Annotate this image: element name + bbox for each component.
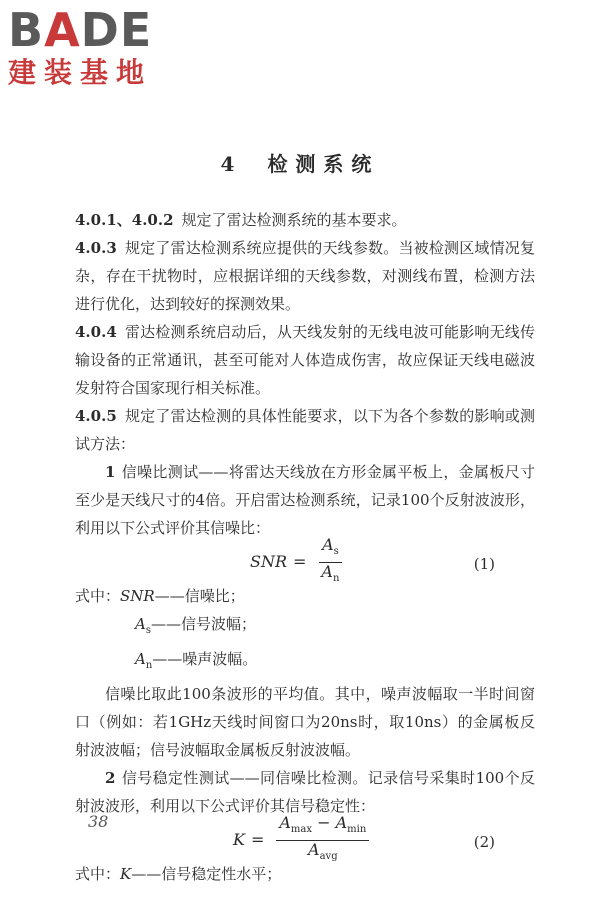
clause-4-0-3: 4.0.3 规定了雷达检测系统应提供的天线参数。当被检测区域情况复杂，存在干扰物时，应根据详细的天线参数，对测线布置，检测方法进行优化，达到较好的探测效果。 [75, 239, 535, 313]
clause-4-0-5: 4.0.5 规定了雷达检测的具体性能要求，以下为各个参数的影响或测试方法： [75, 407, 535, 453]
page-number: 38 [88, 812, 109, 831]
chapter-name: 检测系统 [267, 152, 380, 176]
stability-fraction: $\frac{A_{max} - A_{min}}{A_{avg}}$ [276, 814, 369, 865]
clause-4-0-4: 4.0.4 雷达检测系统启动后，从天线发射的无线电波可能影响无线传输设备的正常通讯，甚至可能对人体造成伤害，故应保证天线电磁波发射符合国家现行相关标准。 [75, 323, 535, 397]
formula-2-definitions: 式中：K——信号稳定性水平； [75, 865, 282, 883]
page-body [75, 206, 535, 888]
equation-number-1: (1) [473, 555, 495, 573]
item-2-stability-test: 2 信号稳定性测试——同信噪比检测。记录信号采集时100个反射波波形，利用以下公式评价其信号稳定性： [75, 769, 535, 815]
logo-subtitle: 建装基地 [8, 56, 153, 89]
logo-wordmark: BADE [8, 3, 153, 57]
snr-fraction: $\frac{A_s}{A_n}$ [318, 536, 342, 587]
item-1-snr-test: 1 信噪比测试——将雷达天线放在方形金属平板上，金属板尺寸至少是天线尺寸的4倍。开启雷达检测系统，记录100个反射波波形，利用以下公式评价其信噪比： [75, 463, 535, 537]
formula-2: K = $\frac{A_{max} - A_{min}}{A_{avg}}$ (2) [75, 820, 535, 860]
formula-1-definitions: 式中：SNR——信噪比； $A_s——$信号波幅； $A_n——$噪声波幅。 [75, 587, 258, 671]
clause-4-0-1: 4.0.1、4.0.2 规定了雷达检测系统的基本要求。 [75, 211, 407, 229]
chapter-title [0, 148, 600, 177]
snr-note: 信噪比取此100条波形的平均值。其中，噪声波幅取一半时间窗口（例如：若1GHz天线时间窗口为20ns时，取10ns）的金属板反射波波幅；信号波幅取金属板反射波波幅。 [75, 685, 535, 759]
equation-number-2: (2) [473, 833, 495, 851]
formula-1: SNR = $\frac{A_s}{A_n}$ (1) [75, 542, 535, 582]
bade-logo [8, 3, 178, 90]
chapter-number: 4 [220, 152, 243, 176]
